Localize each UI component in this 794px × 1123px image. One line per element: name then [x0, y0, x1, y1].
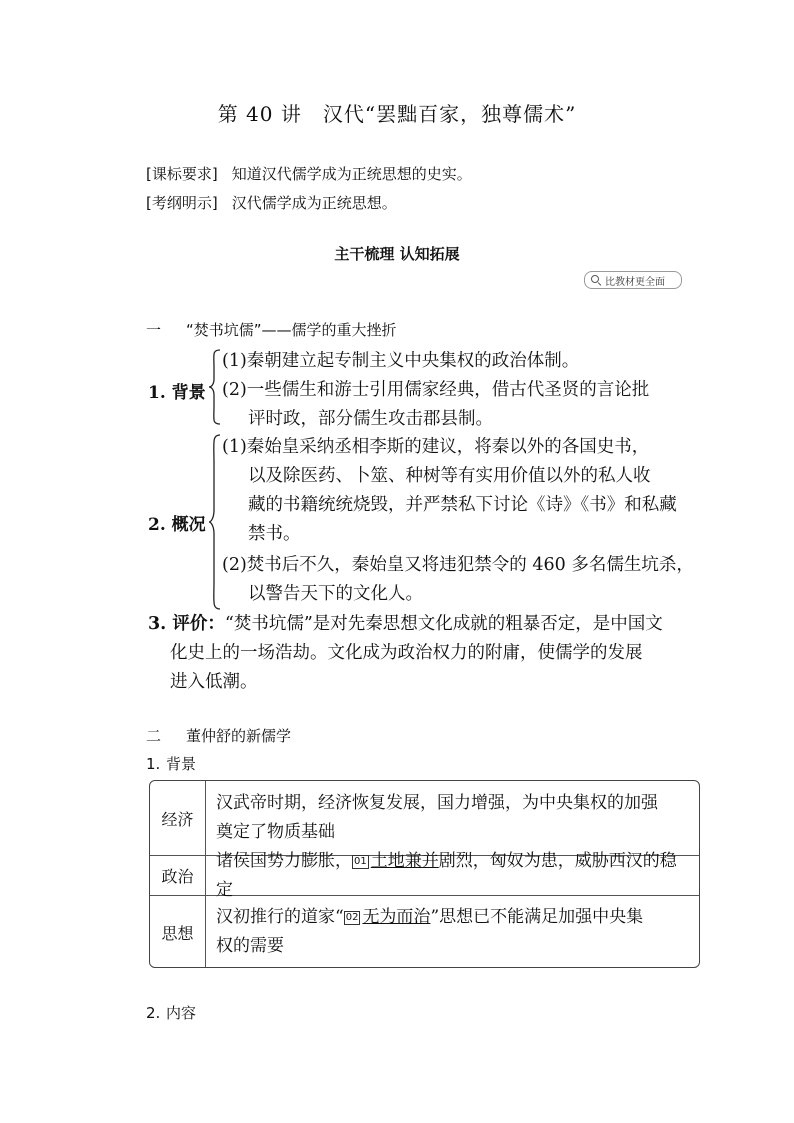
overview-item-1-line1: (1)秦始皇采纳丞相李斯的建议，将秦以外的各国史书， — [222, 437, 650, 457]
table-cell-text: 诸侯国势力膨胀， — [216, 850, 352, 871]
part2-subheading-content — [146, 1002, 196, 1023]
search-badge[interactable] — [584, 271, 682, 289]
overview-item-1-line2: 以及除医药、卜筮、种树等有实用价值以外的私人收 — [248, 466, 651, 486]
evaluation-line1 — [148, 610, 663, 640]
part1-heading — [146, 319, 397, 340]
background-table — [149, 780, 700, 968]
overview-item-1-line3: 藏的书籍统统烧毁，并严禁私下讨论《诗》《书》和私藏 — [248, 495, 677, 515]
requirement-tag: [考纲明示] — [146, 194, 218, 212]
table-row — [150, 781, 699, 856]
background-item-2-line1: (2)一些儒生和游士引用儒家经典，借古代圣贤的言论批 — [222, 380, 650, 400]
table-cell-line: 权的需要 — [216, 936, 284, 956]
table-row-header: 思想 — [150, 896, 206, 968]
key-term: 无为而治 — [362, 907, 431, 927]
table-cell — [206, 781, 699, 855]
overview-label: 2. 概况 — [148, 515, 206, 535]
table-row-header: 政治 — [150, 856, 206, 895]
table-cell — [206, 896, 699, 968]
part2-title: 董仲舒的新儒学 — [186, 727, 292, 745]
left-brace-icon — [208, 434, 222, 610]
requirement-text: 知道汉代儒学成为正统思想的史实。 — [231, 165, 472, 183]
requirement-text: 汉代儒学成为正统思想。 — [231, 194, 397, 212]
part2-number: 二 — [146, 727, 162, 745]
overview-item-2-line1: (2)焚书后不久，秦始皇又将违犯禁令的 460 多名儒生坑杀， — [222, 555, 694, 575]
blank-marker: 02 — [345, 912, 359, 923]
subheading-title: 背景 — [166, 755, 197, 773]
table-cell-line: 奠定了物质基础 — [216, 822, 335, 842]
evaluation-line2: 化史上的一场浩劫。文化成为政治权力的附庸，使儒学的发展 — [170, 643, 643, 663]
table-row — [150, 850, 699, 900]
background-label: 1. 背景 — [148, 383, 206, 403]
key-term: 土地兼并 — [370, 850, 439, 871]
blank-marker: 01 — [354, 855, 367, 867]
subheading-title: 内容 — [166, 1004, 197, 1022]
table-cell-text: 汉初推行的道家“ — [216, 907, 344, 927]
part1-title: “焚书坑儒”——儒学的重大挫折 — [186, 321, 397, 339]
part2-subheading-background — [146, 753, 196, 774]
subheading-number: 2. — [146, 1004, 161, 1022]
table-cell-text: 剧烈，匈奴为患，威胁西汉的稳定 — [216, 850, 677, 900]
requirement-exam — [146, 192, 397, 213]
requirement-tag: [课标要求] — [146, 165, 218, 183]
table-cell-text: ”思想已不能满足加强中央集 — [430, 907, 644, 927]
section-heading: 主干梳理 认知拓展 — [334, 245, 460, 263]
background-item-2-line2: 评时政，部分儒生攻击郡县制。 — [248, 409, 493, 429]
requirement-curriculum — [146, 163, 472, 184]
overview-item-2-line2: 以警告天下的文化人。 — [248, 584, 423, 604]
evaluation-line3: 进入低潮。 — [170, 672, 258, 692]
part2-heading — [146, 725, 291, 746]
table-row — [150, 896, 699, 968]
search-badge-label: 比教材更全面 — [605, 276, 665, 288]
table-cell-line: 汉武帝时期，经济恢复发展，国力增强，为中央集权的加强 — [216, 793, 658, 813]
overview-item-1-line4: 禁书。 — [248, 524, 301, 544]
evaluation-label: 3. 评价： — [148, 614, 225, 634]
table-cell — [206, 850, 699, 900]
evaluation-text: “焚书坑儒”是对先秦思想文化成就的粗暴否定，是中国文 — [224, 614, 663, 634]
page-title: 第 40 讲 汉代“罢黜百家，独尊儒术” — [217, 102, 577, 126]
subheading-number: 1. — [146, 755, 161, 773]
left-brace-icon — [208, 349, 222, 425]
part1-number: 一 — [146, 321, 162, 339]
background-item-1: (1)秦朝建立起专制主义中央集权的政治体制。 — [222, 351, 580, 371]
table-row-header: 经济 — [150, 781, 206, 855]
search-icon — [591, 275, 601, 285]
